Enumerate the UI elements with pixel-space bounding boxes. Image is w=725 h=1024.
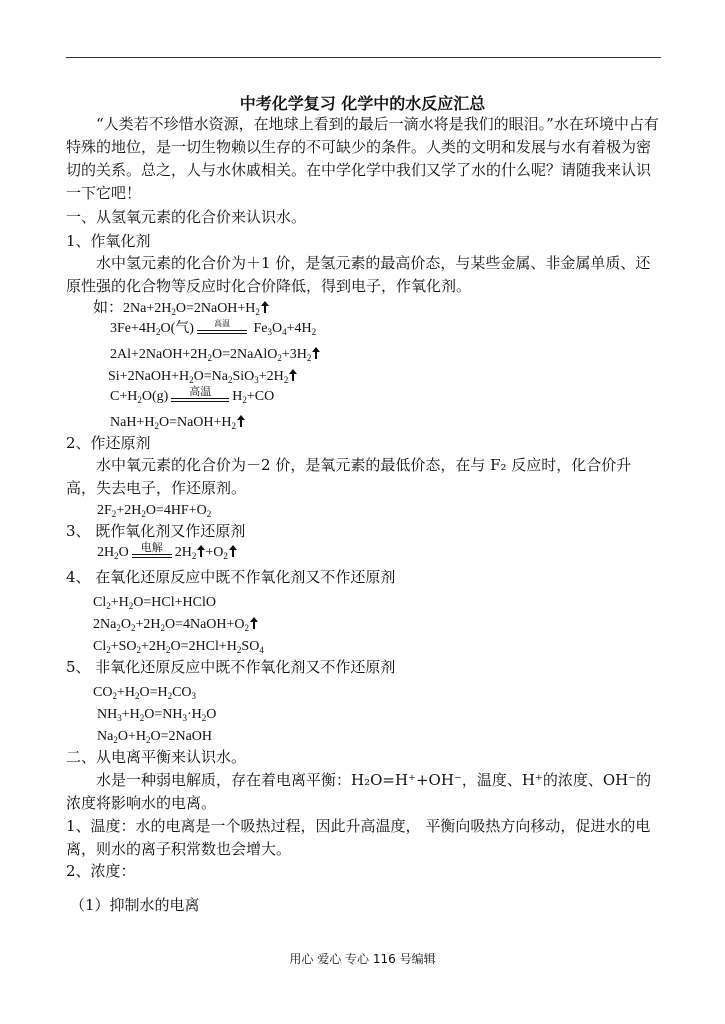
section2-heading: 二、从电离平衡来认识水。 — [66, 748, 247, 766]
inhibit-heading: （1）抑制水的电离 — [70, 896, 200, 914]
temperature-text: 1、温度：水的电离是一个吸热过程，因此升高温度， 平衡向吸热方向移动，促进水的电离，则水的离子积常数也会增大。 — [66, 817, 651, 858]
equation-na2o2: $2Na_2O_2+2H_2O=4NaOH+O_2$ — [93, 612, 258, 636]
intro-paragraph: “人类若不珍惜水资源，在地球上看到的最后一滴水将是我们的眼泪。”水在环境中占有特殊的地位，是一切生物赖以生存的不可缺少的条件。人类的文明和发展与水有着极为密切的关系。总之，人与水休戚相关。在中学化学中我们又学了水的什么呢？请随我来认识一下它吧！ — [66, 115, 659, 202]
concentration-heading: 2、浓度： — [66, 862, 136, 880]
header-rule — [66, 57, 661, 58]
gas-arrow-icon — [261, 301, 269, 313]
equation-al: $2Al+2NaOH+2H_2O=2NaAlO_2+3H_2$ — [110, 342, 320, 366]
oxidant-text: 水中氢元素的化合价为＋1 价，是氢元素的最高价态，与某些金属、非金属单质、还原性强的化合物等反应时化合价降低，得到电子，作氧化剂。 — [66, 254, 651, 295]
equation-so2: $Cl_2+SO_2+2H_2O=2HCl+H_2SO_4$ — [93, 639, 264, 655]
gas-arrow-icon — [197, 545, 205, 557]
example-prefix: 如： — [93, 298, 124, 316]
equation-electrolysis: $2H_2O$ 电解 $2H_2 +O_2$ — [97, 540, 237, 564]
gas-arrow-icon — [312, 347, 320, 359]
ionization-text: 水是一种弱电解质，存在着电离平衡：H₂O=H⁺+OH⁻，温度、H⁺的浓度、OH⁻的浓度将影响水的电离。 — [66, 771, 652, 812]
reductant-heading: 2、作还原剂 — [66, 434, 151, 452]
equation-na2o: $Na_2O+H_2O=2NaOH$ — [97, 729, 213, 745]
reaction-condition: 电解 — [132, 542, 172, 564]
gas-arrow-icon — [237, 415, 245, 427]
equation-nah: $NaH+H_2O=NaOH+H_2$ — [110, 410, 245, 434]
equation-co2: $CO_2+H_2O=H_2CO_3$ — [93, 685, 197, 701]
nonredox-heading: 5、 非氧化还原反应中既不作氧化剂又不作还原剂 — [66, 658, 396, 676]
page-title: 中考化学复习 化学中的水反应汇总 — [239, 94, 486, 113]
equation-na: 如：$2Na+2H_2O=2NaOH+H_2$ — [93, 296, 269, 320]
redox-neither-heading: 4、 在氧化还原反应中既不作氧化剂又不作还原剂 — [66, 568, 396, 586]
both-heading: 3、 既作氧化剂又作还原剂 — [66, 522, 246, 540]
gas-arrow-icon — [229, 545, 237, 557]
page-footer: 用心 爱心 专心 116 号编辑 — [289, 952, 436, 966]
reaction-condition: 高温 — [171, 386, 229, 408]
reaction-condition: 高温 — [197, 318, 247, 340]
reductant-text: 水中氧元素的化合价为－2 价，是氧元素的最低价态，在与 F₂ 反应时，化合价升高，失去电子，作还原剂。 — [66, 456, 632, 497]
oxidant-heading: 1、作氧化剂 — [66, 232, 151, 250]
equation-nh3: $NH_3+H_2O=NH_3\cdot H_2O$ — [97, 707, 217, 723]
equation-si: $Si+2NaOH+H_2O=Na_2SiO_3+2H_2$ — [108, 364, 297, 388]
equation-f2: $2F_2+2H_2O=4HF+O_2$ — [97, 503, 212, 519]
equation-cl2: $Cl_2+H_2O=HCl+HClO$ — [93, 595, 216, 611]
equation-c: $C+H_2O(g)$ 高温 $H_2+CO$ — [110, 384, 274, 408]
gas-arrow-icon — [289, 369, 297, 381]
equation-fe: $3Fe+4H_2O$(气) 高温 $Fe_3O_4+4H_2$ — [110, 316, 316, 340]
section1-heading: 一、从氢氧元素的化合价来认识水。 — [66, 208, 307, 226]
gas-arrow-icon — [250, 617, 258, 629]
